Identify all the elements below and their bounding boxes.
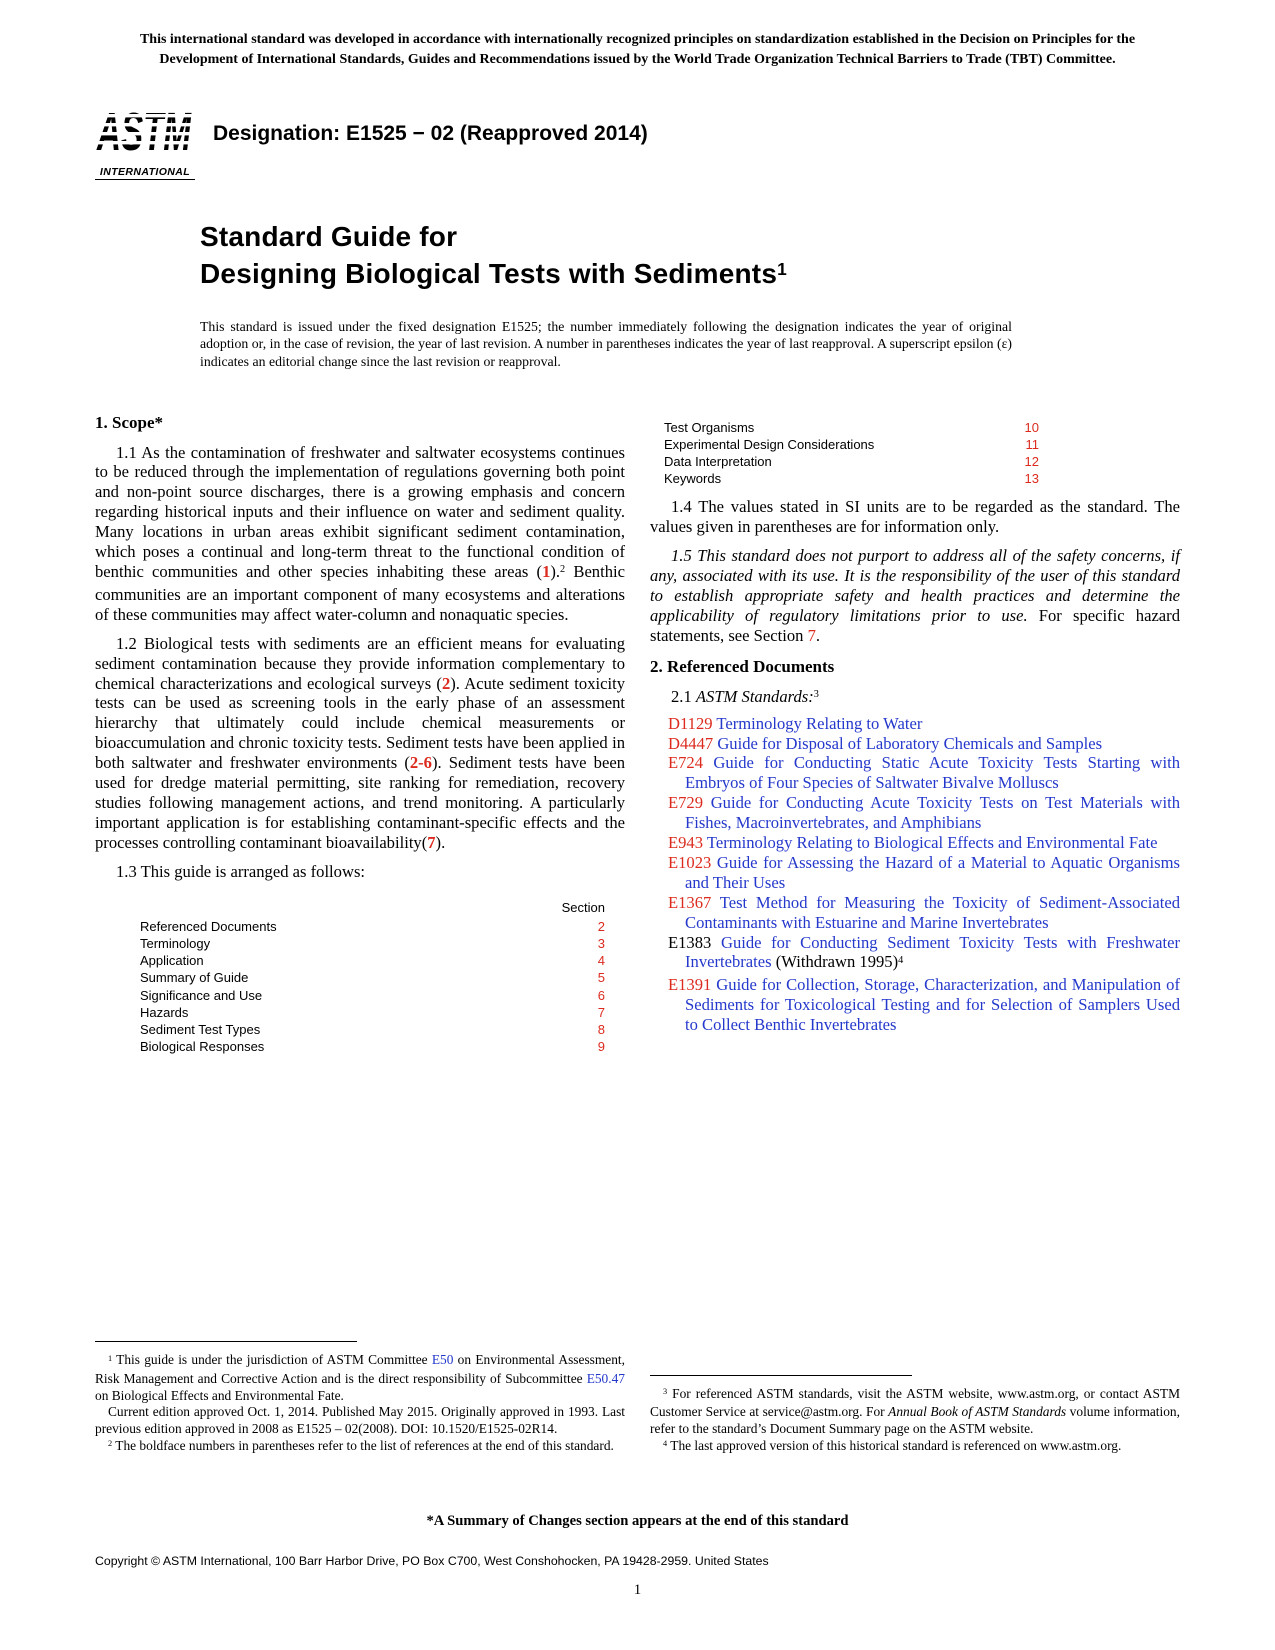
referenced-standard [650,893,1180,933]
wto-notice: This international standard was developed in accordance with internationally recognized principles on standardization established in the Decision on Principles for the Development of International Standards, Guides and Recommendations issued by the World Trade Organization Technical Barriers to Trade (TBT) Committee. [139,32,1136,67]
referenced-standard [650,853,1180,893]
text-segment: 2 [108,1439,113,1449]
text-segment: 1.5 This standard does not purport to address all of the safety concerns, if any, associated with its use. It is the responsibility of the user of this standard to establish appropriate safety and health practices and determine the applicability of regulatory limitations prior to use. [650,546,1180,625]
brand-row [95,92,1180,194]
text-segment: ). Sediment tests have been used for dredge material permitting, site ranking for remediation, recovery studies following management actions, and trend monitoring. A particularly important application is for establishing contaminant-specific effects and the processes controlling contaminant bioavailability( [95,753,625,852]
toc-section-link[interactable]: 5 [597,970,605,986]
text-segment: 1.1 As the contamination of freshwater and saltwater ecosystems continues to be reduced through the implementation of regulations governing both point and non-point source discharges, there is a growing emphasis and concern regarding historical inputs and their influence on water and sediment quality. Many locations in urban areas exhibit significant sediment contamination, which poses a continual and long-term threat to the functional condition of benthic communities and other species inhabiting these areas ( [95,442,625,581]
inline-link[interactable]: Guide for Conducting Sediment Toxicity Tests with Freshwater Invertebrates [685,932,1180,972]
inline-link[interactable]: Terminology Relating to Biological Effects and Environmental Fate [703,833,1158,853]
two-column-body [95,411,1180,1457]
footnote-4 [650,1438,1180,1457]
summary-of-changes-note: *A Summary of Changes section appears at the end of this standard [426,1512,849,1529]
toc-section-link[interactable]: 12 [1024,453,1039,469]
footnote-3 [650,1386,1180,1438]
text-segment: 1 [777,258,787,279]
page-number: 1 [633,1581,642,1598]
toc-row [140,952,605,969]
inline-link[interactable]: Guide for Conducting Static Acute Toxicity Tests Starting with Embryos of Four Species of Saltwater Bivalve Molluscs [685,753,1180,793]
text-segment: E1383 [668,932,712,952]
text-segment: (Withdrawn 1995) [771,952,899,972]
issuance-note: This standard is issued under the fixed designation E1525; the number immediately following the designation indicates the year of original adoption or, in the case of revision, the year of last revision. A number in parentheses indicates the year of last reapproval. A superscript epsilon (ε) indicates an editorial change since the last revision or reapproval. [200,318,1012,369]
arrangement-table-continued [664,419,1039,488]
text-segment: ASTM Standards: [695,686,814,706]
footnote-1 [95,1352,625,1404]
referenced-standard [650,753,1180,793]
toc-row [140,969,605,986]
text-segment: Annual Book of ASTM Standards [888,1404,1067,1420]
referenced-standard [650,714,1180,734]
astm-logo-caption: INTERNATIONAL [95,166,195,180]
toc-section-link[interactable]: 13 [1024,471,1039,487]
toc-row [140,1038,605,1055]
inline-link[interactable]: Guide for Assessing the Hazard of a Material to Aquatic Organisms and Their Uses [685,852,1180,892]
inline-link[interactable]: E50 [431,1352,454,1368]
para-1-5 [650,546,1180,646]
toc-label: Data Interpretation [664,453,772,469]
referenced-standard [650,975,1180,1035]
footnote-rule [650,1375,912,1376]
toc-label: Biological Responses [140,1039,265,1055]
footnote-2 [95,1438,625,1457]
inline-link[interactable]: Guide for Disposal of Laboratory Chemicals and Samples [713,733,1103,753]
toc-row [664,470,1039,487]
toc-row [664,453,1039,470]
inline-link[interactable]: Terminology Relating to Water [712,713,923,733]
astm-logo [95,92,195,180]
text-segment: 3 [813,689,819,701]
text-segment: volume information, refer to the standard’s Document Summary page on the ASTM website. [650,1404,1180,1437]
inline-link[interactable]: E1023 [668,852,712,872]
text-segment: 2 [441,673,451,693]
left-footnotes [95,1333,625,1456]
text-segment: For referenced ASTM standards, visit the ASTM website, www.astm.org, or contact ASTM Customer Service at service@astm.org. For [650,1385,1180,1420]
referenced-standard [650,933,1180,976]
inline-link[interactable]: Guide for Collection, Storage, Characterization, and Manipulation of Sediments for Toxicological Testing and for Selection of Samplers Used to Collect Benthic Invertebrates [685,975,1180,1035]
toc-label: Terminology [140,935,211,951]
doc-title-line1: Standard Guide for [200,220,458,252]
text-segment: 1.2 Biological tests with sediments are an efficient means for evaluating sediment contamination because they provide information complementary to chemical characterizations and ecological surveys ( [95,633,625,693]
text-segment: 7 [427,832,436,852]
referenced-standard [650,734,1180,754]
inline-link[interactable]: E50.47 [586,1371,625,1387]
toc-label: Hazards [140,1004,189,1020]
toc-section-link[interactable]: 7 [597,1004,605,1020]
inline-link[interactable]: E1391 [668,975,712,995]
right-column [650,411,1180,1457]
toc-label: Keywords [664,471,722,487]
inline-link[interactable]: E943 [668,833,704,853]
toc-label: Referenced Documents [140,918,277,934]
text-segment: ). [435,832,446,852]
text-segment: 2 [560,564,566,576]
text-segment: 2-6 [409,753,432,773]
referenced-standard [650,793,1180,833]
toc-section-link[interactable]: 2 [597,918,605,934]
toc-row [140,935,605,952]
designation-heading: Designation: E1525 − 02 (Reapproved 2014) [213,121,648,145]
section-1-heading: 1. Scope* [95,412,163,432]
toc-label: Test Organisms [664,419,755,435]
inline-link[interactable]: D1129 [668,713,713,733]
inline-link[interactable]: Test Method for Measuring the Toxicity of Sediment-Associated Contaminants with Estuarine and Marine Invertebrates [685,892,1180,932]
para-1-3: 1.3 This guide is arranged as follows: [116,861,366,881]
footnote-rule [95,1341,357,1342]
text-segment: Benthic communities are an important component of many ecosystems and alterations of these communities may affect water-column and nonaquatic species. [95,561,625,624]
text-segment: 4 [663,1439,668,1449]
text-segment: 7 [807,625,816,645]
toc-section-link[interactable]: 4 [597,953,605,969]
text-segment: This guide is under the jurisdiction of ASTM Committee [112,1352,432,1368]
inline-link[interactable]: E724 [668,753,704,773]
inline-link[interactable]: Guide for Conducting Acute Toxicity Tests on Test Materials with Fishes, Macroinvertebrates, and Amphibians [685,793,1180,833]
footnote-1-edition: Current edition approved Oct. 1, 2014. Published May 2015. Originally approved in 1993. Last previous edition approved in 2008 as E1525 – 02(2008). DOI: 10.1520/E1525-02R14. [95,1404,625,1437]
toc-label: Application [140,953,204,969]
left-column [95,411,625,1457]
para-1-2 [95,634,625,853]
section-2-heading: 2. Referenced Documents [650,656,835,676]
astm-logo-mark [95,92,193,168]
toc-section-link[interactable]: 11 [1025,436,1039,452]
toc-section-link[interactable]: 3 [597,935,605,951]
toc-row [140,1004,605,1021]
toc-section-header: Section [561,899,605,915]
para-2-1 [650,687,1180,710]
inline-link[interactable]: E729 [668,793,704,813]
toc-row [140,1021,605,1038]
text-segment: ). [550,561,561,581]
para-1-1 [95,443,625,625]
toc-row [664,419,1039,436]
toc-row [140,987,605,1004]
toc-row [664,436,1039,453]
text-segment: 3 [663,1386,668,1396]
toc-section-link[interactable]: 8 [597,1021,605,1037]
arrangement-table [140,899,605,1056]
toc-label: Summary of Guide [140,970,249,986]
text-segment: For specific hazard statements, see Section [650,605,1180,645]
toc-section-link[interactable]: 6 [597,987,605,1003]
toc-label: Experimental Design Considerations [664,436,875,452]
toc-label: Significance and Use [140,987,263,1003]
text-segment: The last approved version of this historical standard is referenced on www.astm.org. [667,1437,1122,1453]
toc-section-link[interactable]: 9 [597,1039,605,1055]
inline-link[interactable]: D4447 [668,733,714,753]
toc-section-link[interactable]: 10 [1024,419,1039,435]
toc-row [140,918,605,935]
text-segment: . [815,625,821,645]
referenced-standard [650,833,1180,853]
title-block [200,218,1180,371]
text-segment: ). Acute sediment toxicity tests can be used as screening tools in the early phase of an assessment hierarchy that ultimately could include chemical measurements or bioaccumulation and chronic toxicity tests. Sediment tests have been applied in both saltwater and freshwater environments ( [95,673,625,773]
text-segment: 2.1 [671,686,696,706]
text-segment: Designing Biological Tests with Sediments [200,257,778,289]
para-1-4: 1.4 The values stated in SI units are to be regarded as the standard. The values given in parentheses are for information only. [650,497,1180,537]
text-segment: 1 [542,561,551,581]
toc-label: Sediment Test Types [140,1021,261,1037]
doc-title-line2 [200,255,1180,296]
text-segment: 4 [898,954,904,966]
inline-link[interactable]: E1367 [668,892,712,912]
text-segment: on Biological Effects and Environmental Fate. [95,1387,344,1403]
text-segment: The boldface numbers in parentheses refer to the list of references at the end of this standard. [112,1437,614,1453]
text-segment: 1 [108,1353,113,1363]
copyright-line: Copyright © ASTM International, 100 Barr Harbor Drive, PO Box C700, West Conshohocken, PA 19428-2959. United States [95,1553,769,1568]
text-segment: on Environmental Assessment, Risk Management and Corrective Action and is the direct responsibility of Subcommittee [95,1352,625,1387]
right-footnotes [650,1367,1180,1457]
